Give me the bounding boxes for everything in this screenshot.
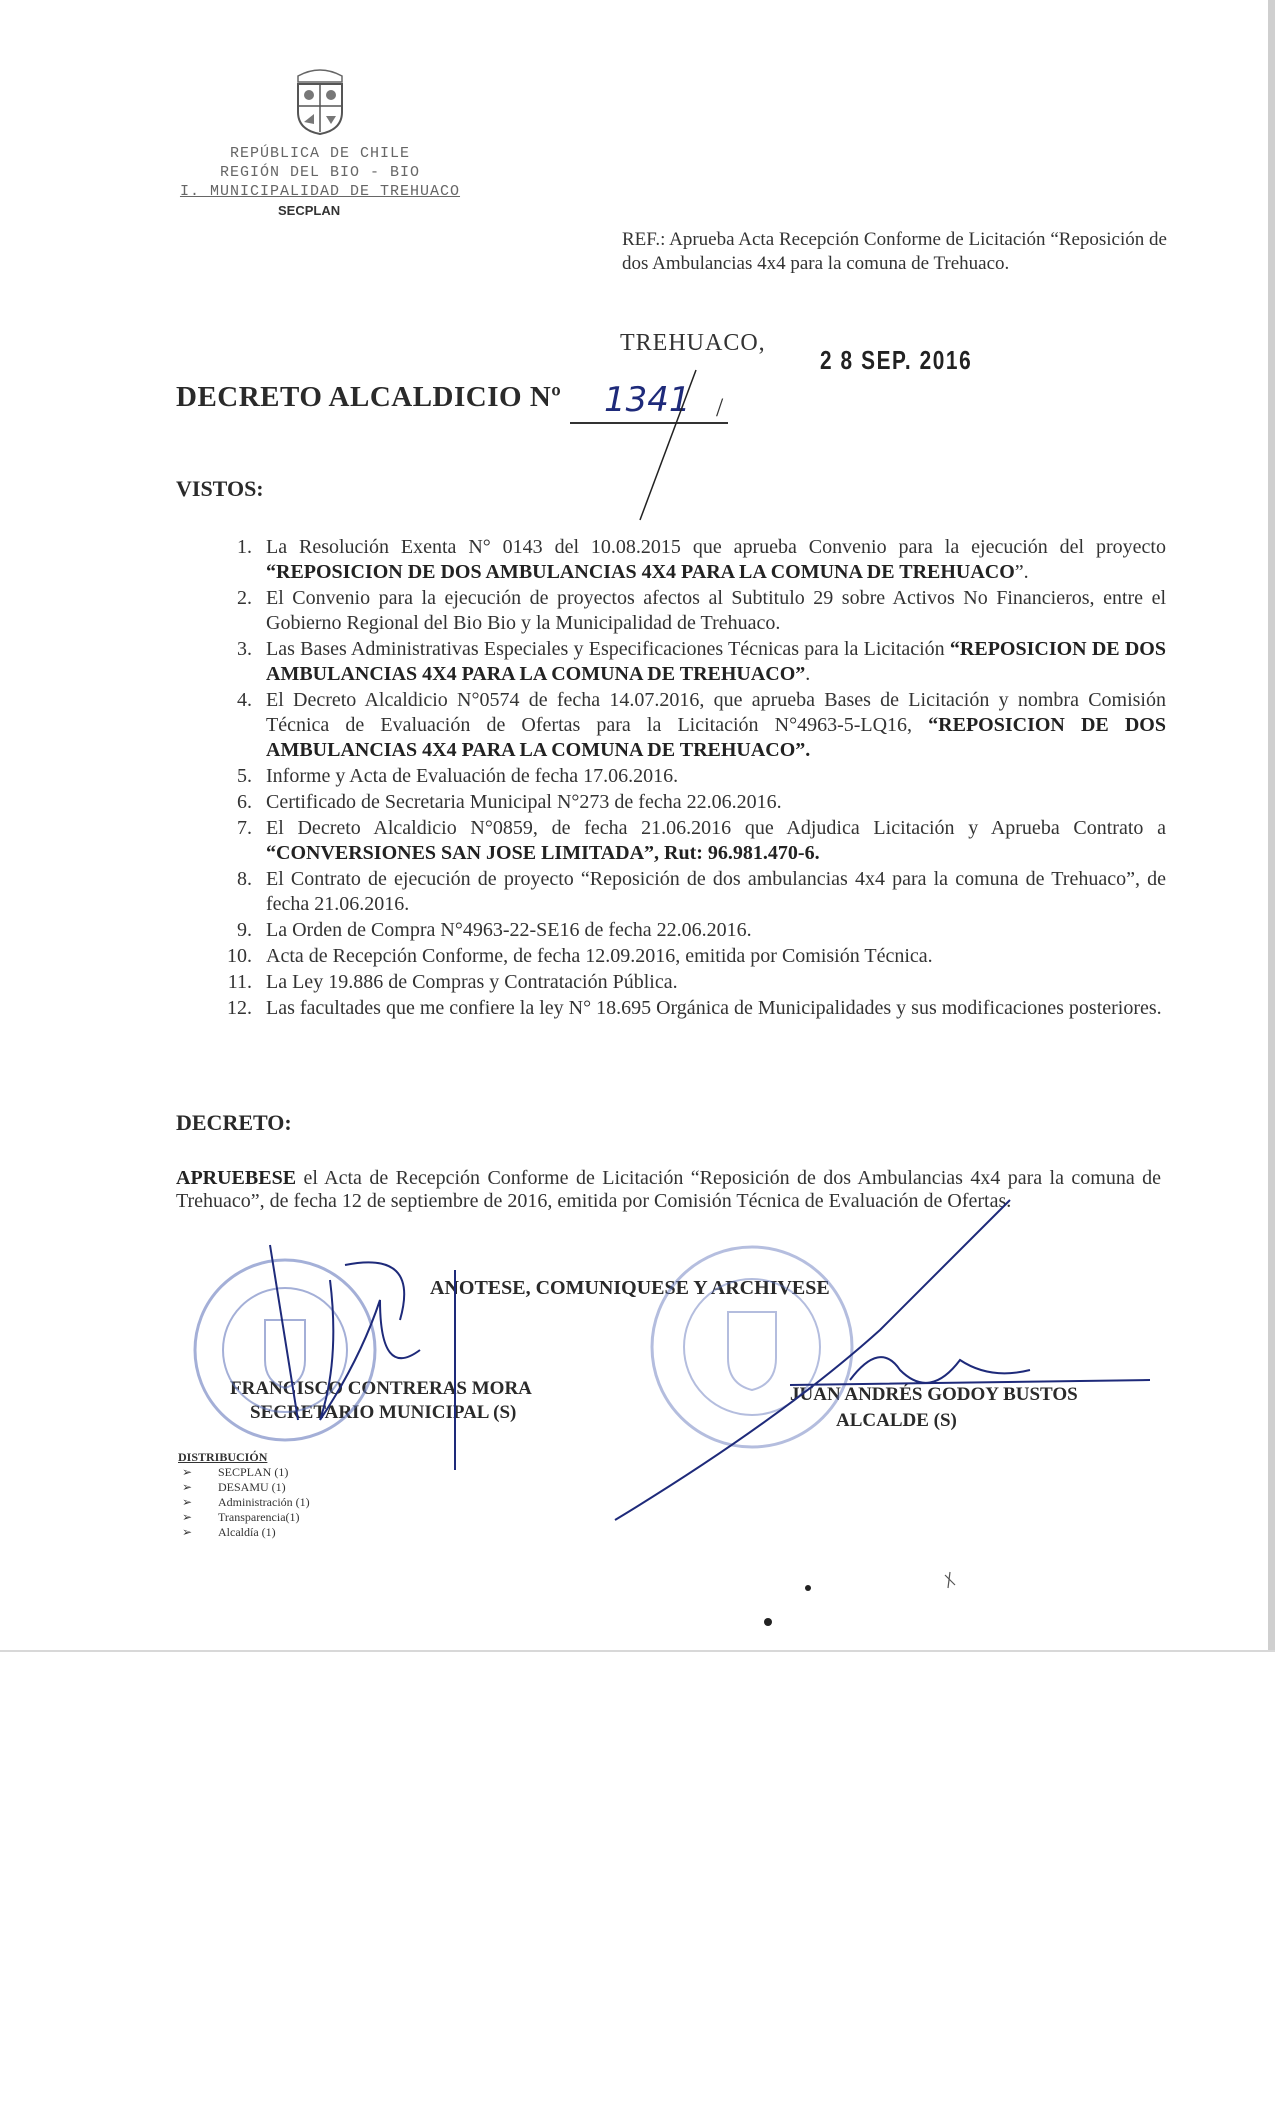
secretary-signature — [270, 1245, 455, 1470]
list-item: 10. Acta de Recepción Conforme, de fecha 12.09.2016, emitida por Comisión Técnica. — [227, 945, 933, 967]
header-municipality: I. MUNICIPALIDAD DE TREHUACO — [179, 183, 461, 200]
place-text: TREHUACO, — [620, 330, 766, 356]
list-item: ➢ Alcaldía (1) — [182, 1525, 276, 1539]
blank-area — [0, 1650, 1275, 2102]
mayor-name: JUAN ANDRÉS GODOY BUSTOS — [790, 1384, 1078, 1405]
secretary-name: FRANCISCO CONTRERAS MORA — [230, 1378, 532, 1399]
list-item: 11. La Ley 19.886 de Compras y Contratación Pública. — [227, 971, 678, 993]
decreto-lead: APRUEBESE — [176, 1167, 297, 1189]
list-item: 12. Las facultades que me confiere la ley N° 18.695 Orgánica de Municipalidades y sus modificaciones posteriores. — [227, 997, 1162, 1019]
list-item: ➢ DESAMU (1) — [182, 1480, 286, 1494]
list-item: 1. La Resolución Exenta N° 0143 del 10.08.2015 que aprueba Convenio para la ejecución del proyecto “REPOSICION DE DOS AMBULANCIAS 4X4 PARA LA COMUNA DE TREHUACO”. — [237, 536, 1166, 583]
decreto-heading: DECRETO: — [176, 1110, 292, 1135]
list-item: 4. El Decreto Alcaldicio N°0574 de fecha 14.07.2016, que aprueba Bases de Licitación y nombra Comisión Técnica de Evaluación de Ofertas para la Licitación N°4963-5-LQ16, “REPOSICION DE DOS AMBULANCIAS 4X4 PARA LA COMUNA DE TREHUACO”. — [237, 689, 1166, 761]
header-country: REPÚBLICA DE CHILE — [229, 145, 411, 162]
header-region: REGIÓN DEL BIO - BIO — [219, 164, 421, 181]
distribution-title: DISTRIBUCIÓN — [178, 1450, 268, 1464]
mayor-signature — [615, 1200, 1150, 1520]
list-item: 5. Informe y Acta de Evaluación de fecha 17.06.2016. — [237, 765, 679, 787]
date-stamp: 2 8 SEP. 2016 — [820, 345, 973, 375]
list-item: 8. El Contrato de ejecución de proyecto “Reposición de dos ambulancias 4x4 para la comuna de Trehuaco”, de fecha 21.06.2016. — [237, 868, 1166, 915]
vistos-heading: VISTOS: — [176, 476, 264, 501]
decree-number-slash: / — [716, 393, 724, 422]
list-item: 9. La Orden de Compra N°4963-22-SE16 de fecha 22.06.2016. — [237, 919, 752, 941]
list-item: 2. El Convenio para la ejecución de proyectos afectos al Subtitulo 29 sobre Activos No Financieros, entre el Gobierno Regional del Bio Bio y la Municipalidad de Trehuaco. — [237, 587, 1166, 634]
list-item: 3. Las Bases Administrativas Especiales y Especificaciones Técnicas para la Licitación “REPOSICION DE DOS AMBULANCIAS 4X4 PARA LA COMUNA DE TREHUACO”. — [237, 638, 1166, 685]
decree-number-handwritten: 1341 — [604, 380, 691, 420]
list-item: ➢ SECPLAN (1) — [182, 1465, 289, 1479]
mayor-stamp — [652, 1247, 852, 1447]
list-item: 7. El Decreto Alcaldicio N°0859, de fecha 21.06.2016 que Adjudica Licitación y Aprueba Contrato a “CONVERSIONES SAN JOSE LIMITADA”, Rut: 96.981.470-6. — [237, 817, 1166, 864]
closing-formula: ANOTESE, COMUNIQUESE Y ARCHIVESE — [430, 1277, 830, 1299]
scan-edge — [1268, 0, 1275, 1650]
decreto-text: el Acta de Recepción Conforme de Licitación “Reposición de dos Ambulancias 4x4 para la comuna de Trehuaco”, de fecha 12 de septiembre de 2016, emitida por Comisión Técnica de Evaluación de Ofertas. — [176, 1167, 1161, 1212]
decree-title: DECRETO ALCALDICIO Nº — [176, 381, 562, 413]
list-item: ➢ Transparencia(1) — [182, 1510, 300, 1524]
header-department: SECPLAN — [278, 203, 341, 218]
secretary-role: SECRETARIO MUNICIPAL (S) — [250, 1402, 517, 1423]
mayor-role: ALCALDE (S) — [836, 1410, 957, 1431]
secretary-stamp — [195, 1260, 375, 1440]
list-item: 6. Certificado de Secretaria Municipal N°273 de fecha 22.06.2016. — [237, 791, 782, 813]
reference-text: REF.: Aprueba Acta Recepción Conforme de Licitación “Reposición de dos Ambulancias 4x4 para la comuna de Trehuaco. — [622, 229, 1167, 274]
pen-line — [640, 370, 696, 520]
list-item: ➢ Administración (1) — [182, 1495, 310, 1509]
